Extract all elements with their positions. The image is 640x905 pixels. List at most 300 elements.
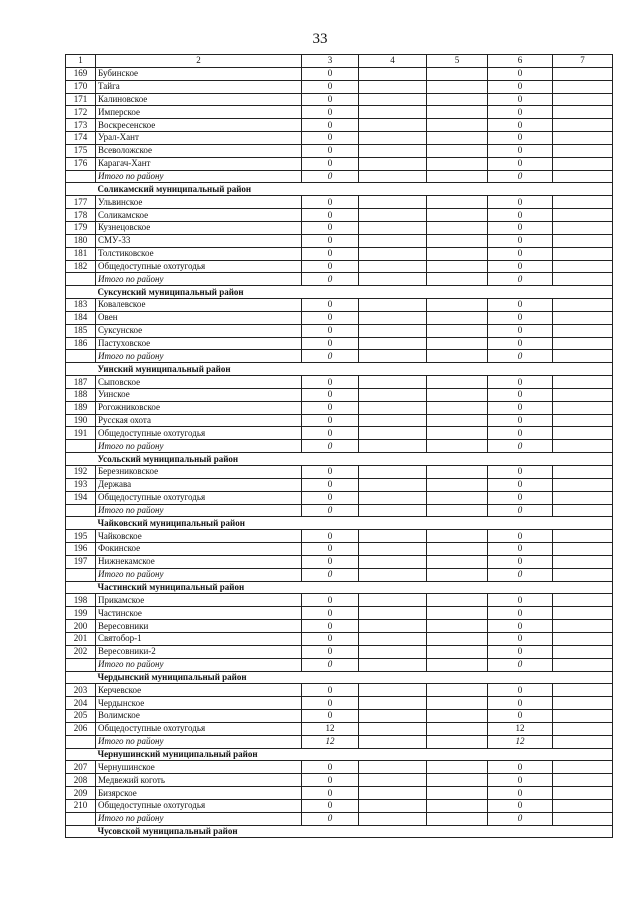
- value-cell-c4: [359, 299, 427, 312]
- value-cell-c7: [553, 132, 613, 145]
- table-row: [66, 620, 613, 633]
- value-cell-c4: [359, 196, 427, 209]
- area-name: Итого по району: [96, 273, 302, 286]
- row-number: 175: [66, 144, 96, 157]
- table-row: [66, 337, 613, 350]
- value-cell-c4: [359, 761, 427, 774]
- row-number: 192: [66, 466, 96, 479]
- value-cell-c4: [359, 260, 427, 273]
- value-cell-c7: [553, 119, 613, 132]
- value-cell-c3: 0: [302, 684, 359, 697]
- area-name: Итого по району: [96, 350, 302, 363]
- value-cell-c4: [359, 427, 427, 440]
- value-cell-c4: [359, 247, 427, 260]
- value-cell-c5: [427, 799, 488, 812]
- value-cell-c4: [359, 234, 427, 247]
- row-number: 184: [66, 311, 96, 324]
- page-number: 33: [312, 31, 328, 47]
- value-cell-c4: [359, 568, 427, 581]
- table-row: [66, 697, 613, 710]
- value-cell-c7: [553, 234, 613, 247]
- table-row: [66, 234, 613, 247]
- area-name: Пастуховское: [96, 337, 302, 350]
- value-cell-c4: [359, 787, 427, 800]
- area-name: Всеволожское: [96, 144, 302, 157]
- value-cell-c5: [427, 196, 488, 209]
- value-cell-c6: 12: [488, 735, 553, 748]
- row-number: 204: [66, 697, 96, 710]
- value-cell-c6: 0: [488, 350, 553, 363]
- table-row: [66, 93, 613, 106]
- value-cell-c4: [359, 710, 427, 723]
- table-row: [66, 196, 613, 209]
- value-cell-c7: [553, 144, 613, 157]
- area-name: Ковалевское: [96, 299, 302, 312]
- table-row: [66, 324, 613, 337]
- district-name: Соликамский муниципальный район: [96, 183, 613, 196]
- area-name: Общедоступные охотугодья: [96, 427, 302, 440]
- value-cell-c4: [359, 221, 427, 234]
- value-cell-c4: [359, 311, 427, 324]
- value-cell-c7: [553, 761, 613, 774]
- area-name: Русская охота: [96, 414, 302, 427]
- value-cell-c3: 0: [302, 466, 359, 479]
- value-cell-c5: [427, 157, 488, 170]
- value-cell-c6: 0: [488, 658, 553, 671]
- area-name: Соликамское: [96, 209, 302, 222]
- value-cell-c5: [427, 247, 488, 260]
- table-row: [66, 774, 613, 787]
- value-cell-c5: [427, 543, 488, 556]
- district-spacer: [66, 748, 96, 761]
- row-number: 199: [66, 607, 96, 620]
- value-cell-c3: 0: [302, 144, 359, 157]
- value-cell-c3: 0: [302, 80, 359, 93]
- value-cell-c5: [427, 440, 488, 453]
- column-header: 6: [488, 55, 553, 68]
- table-header-row: [66, 55, 613, 68]
- row-number: 172: [66, 106, 96, 119]
- row-number: 208: [66, 774, 96, 787]
- value-cell-c3: 0: [302, 401, 359, 414]
- value-cell-c6: 0: [488, 247, 553, 260]
- value-cell-c5: [427, 620, 488, 633]
- value-cell-c4: [359, 350, 427, 363]
- area-name: Итого по району: [96, 735, 302, 748]
- table-row: [66, 388, 613, 401]
- table-row: [66, 376, 613, 389]
- value-cell-c7: [553, 209, 613, 222]
- value-cell-c5: [427, 735, 488, 748]
- value-cell-c4: [359, 337, 427, 350]
- area-name: Березниковское: [96, 466, 302, 479]
- value-cell-c7: [553, 543, 613, 556]
- value-cell-c7: [553, 260, 613, 273]
- value-cell-c7: [553, 170, 613, 183]
- value-cell-c3: 0: [302, 632, 359, 645]
- district-name: Чайковский муниципальный район: [96, 517, 613, 530]
- value-cell-c6: 0: [488, 209, 553, 222]
- table-row: [66, 80, 613, 93]
- value-cell-c3: 0: [302, 221, 359, 234]
- value-cell-c3: 0: [302, 555, 359, 568]
- district-name: Чернушинский муниципальный район: [96, 748, 613, 761]
- value-cell-c7: [553, 735, 613, 748]
- value-cell-c4: [359, 607, 427, 620]
- row-number: 191: [66, 427, 96, 440]
- area-name: Урал-Хант: [96, 132, 302, 145]
- value-cell-c6: 0: [488, 106, 553, 119]
- value-cell-c7: [553, 221, 613, 234]
- table-row: [66, 710, 613, 723]
- table-row: [66, 555, 613, 568]
- value-cell-c6: 0: [488, 543, 553, 556]
- district-spacer: [66, 825, 96, 838]
- row-number: 181: [66, 247, 96, 260]
- value-cell-c5: [427, 530, 488, 543]
- value-cell-c6: 0: [488, 93, 553, 106]
- district-spacer: [66, 671, 96, 684]
- value-cell-c3: 0: [302, 119, 359, 132]
- value-cell-c3: 0: [302, 774, 359, 787]
- value-cell-c7: [553, 504, 613, 517]
- row-number: 202: [66, 645, 96, 658]
- value-cell-c4: [359, 799, 427, 812]
- value-cell-c4: [359, 106, 427, 119]
- value-cell-c7: [553, 80, 613, 93]
- row-number: 187: [66, 376, 96, 389]
- value-cell-c7: [553, 247, 613, 260]
- value-cell-c7: [553, 697, 613, 710]
- value-cell-c3: 0: [302, 260, 359, 273]
- value-cell-c3: 0: [302, 157, 359, 170]
- value-cell-c5: [427, 170, 488, 183]
- value-cell-c5: [427, 787, 488, 800]
- value-cell-c3: 0: [302, 196, 359, 209]
- district-total-row: [66, 568, 613, 581]
- row-number: 207: [66, 761, 96, 774]
- area-name: Держава: [96, 478, 302, 491]
- value-cell-c4: [359, 620, 427, 633]
- value-cell-c7: [553, 440, 613, 453]
- value-cell-c4: [359, 812, 427, 825]
- value-cell-c3: 0: [302, 234, 359, 247]
- district-name: Частинский муниципальный район: [96, 581, 613, 594]
- value-cell-c6: 0: [488, 170, 553, 183]
- value-cell-c7: [553, 157, 613, 170]
- value-cell-c3: 0: [302, 761, 359, 774]
- value-cell-c3: 0: [302, 414, 359, 427]
- value-cell-c3: 0: [302, 388, 359, 401]
- table-row: [66, 645, 613, 658]
- value-cell-c5: [427, 324, 488, 337]
- value-cell-c5: [427, 299, 488, 312]
- table-row: [66, 132, 613, 145]
- row-number: 179: [66, 221, 96, 234]
- value-cell-c3: 0: [302, 812, 359, 825]
- area-name: Чайковское: [96, 530, 302, 543]
- row-number: 171: [66, 93, 96, 106]
- row-number: 210: [66, 799, 96, 812]
- value-cell-c4: [359, 504, 427, 517]
- value-cell-c6: 0: [488, 607, 553, 620]
- value-cell-c3: 0: [302, 594, 359, 607]
- value-cell-c3: 0: [302, 504, 359, 517]
- value-cell-c3: 0: [302, 491, 359, 504]
- area-name: Общедоступные охотугодья: [96, 260, 302, 273]
- value-cell-c4: [359, 157, 427, 170]
- table-row: [66, 530, 613, 543]
- value-cell-c3: 0: [302, 530, 359, 543]
- area-name: Керчевское: [96, 684, 302, 697]
- area-name: Вересовники: [96, 620, 302, 633]
- area-name: Итого по району: [96, 440, 302, 453]
- area-name: Тайга: [96, 80, 302, 93]
- table-row: [66, 761, 613, 774]
- value-cell-c3: 0: [302, 170, 359, 183]
- table-row: [66, 311, 613, 324]
- value-cell-c6: 0: [488, 466, 553, 479]
- value-cell-c5: [427, 144, 488, 157]
- row-number: [66, 170, 96, 183]
- row-number: 194: [66, 491, 96, 504]
- value-cell-c7: [553, 530, 613, 543]
- value-cell-c5: [427, 812, 488, 825]
- value-cell-c5: [427, 401, 488, 414]
- value-cell-c6: 0: [488, 504, 553, 517]
- value-cell-c6: 0: [488, 620, 553, 633]
- row-number: 169: [66, 67, 96, 80]
- row-number: 197: [66, 555, 96, 568]
- value-cell-c7: [553, 620, 613, 633]
- value-cell-c6: 0: [488, 427, 553, 440]
- value-cell-c7: [553, 196, 613, 209]
- row-number: 206: [66, 722, 96, 735]
- district-name: Уинский муниципальный район: [96, 363, 613, 376]
- value-cell-c5: [427, 710, 488, 723]
- value-cell-c3: 0: [302, 209, 359, 222]
- table-row: [66, 594, 613, 607]
- district-header-row: [66, 825, 613, 838]
- row-number: 180: [66, 234, 96, 247]
- district-spacer: [66, 183, 96, 196]
- district-header-row: [66, 671, 613, 684]
- table-row: [66, 209, 613, 222]
- area-name: Медвежий коготь: [96, 774, 302, 787]
- column-header: 5: [427, 55, 488, 68]
- value-cell-c7: [553, 388, 613, 401]
- district-spacer: [66, 363, 96, 376]
- value-cell-c7: [553, 787, 613, 800]
- area-name: Чердынское: [96, 697, 302, 710]
- value-cell-c5: [427, 491, 488, 504]
- value-cell-c3: 0: [302, 376, 359, 389]
- column-header: 3: [302, 55, 359, 68]
- value-cell-c4: [359, 273, 427, 286]
- value-cell-c5: [427, 388, 488, 401]
- value-cell-c3: 12: [302, 722, 359, 735]
- value-cell-c6: 0: [488, 324, 553, 337]
- area-name: Частинское: [96, 607, 302, 620]
- area-name: Общедоступные охотугодья: [96, 799, 302, 812]
- row-number: 174: [66, 132, 96, 145]
- value-cell-c7: [553, 491, 613, 504]
- value-cell-c4: [359, 645, 427, 658]
- value-cell-c5: [427, 209, 488, 222]
- district-header-row: [66, 286, 613, 299]
- value-cell-c3: 0: [302, 710, 359, 723]
- area-name: Уинское: [96, 388, 302, 401]
- table-row: [66, 466, 613, 479]
- value-cell-c3: 0: [302, 247, 359, 260]
- value-cell-c6: 0: [488, 632, 553, 645]
- value-cell-c6: 0: [488, 299, 553, 312]
- value-cell-c5: [427, 221, 488, 234]
- value-cell-c5: [427, 119, 488, 132]
- value-cell-c4: [359, 414, 427, 427]
- row-number: 176: [66, 157, 96, 170]
- value-cell-c6: 0: [488, 221, 553, 234]
- row-number: 185: [66, 324, 96, 337]
- value-cell-c3: 0: [302, 645, 359, 658]
- value-cell-c7: [553, 427, 613, 440]
- row-number: [66, 504, 96, 517]
- value-cell-c7: [553, 337, 613, 350]
- value-cell-c7: [553, 401, 613, 414]
- row-number: 170: [66, 80, 96, 93]
- table-row: [66, 414, 613, 427]
- area-name: Итого по району: [96, 568, 302, 581]
- data-table: [65, 54, 613, 838]
- row-number: 198: [66, 594, 96, 607]
- row-number: [66, 568, 96, 581]
- value-cell-c7: [553, 324, 613, 337]
- value-cell-c3: 0: [302, 799, 359, 812]
- value-cell-c4: [359, 491, 427, 504]
- row-number: [66, 812, 96, 825]
- value-cell-c4: [359, 144, 427, 157]
- area-name: Кузнецовское: [96, 221, 302, 234]
- district-name: Чусовской муниципальный район: [96, 825, 613, 838]
- row-number: 205: [66, 710, 96, 723]
- column-header: 4: [359, 55, 427, 68]
- value-cell-c4: [359, 401, 427, 414]
- value-cell-c6: 0: [488, 440, 553, 453]
- value-cell-c4: [359, 466, 427, 479]
- district-spacer: [66, 453, 96, 466]
- value-cell-c5: [427, 67, 488, 80]
- column-header: 2: [96, 55, 302, 68]
- value-cell-c5: [427, 80, 488, 93]
- table-row: [66, 478, 613, 491]
- area-name: Итого по району: [96, 170, 302, 183]
- district-spacer: [66, 286, 96, 299]
- table-row: [66, 491, 613, 504]
- value-cell-c4: [359, 80, 427, 93]
- table-row: [66, 67, 613, 80]
- area-name: Сыповское: [96, 376, 302, 389]
- district-total-row: [66, 658, 613, 671]
- district-total-row: [66, 170, 613, 183]
- value-cell-c4: [359, 774, 427, 787]
- value-cell-c6: 0: [488, 311, 553, 324]
- value-cell-c6: 0: [488, 119, 553, 132]
- value-cell-c6: 0: [488, 401, 553, 414]
- value-cell-c4: [359, 658, 427, 671]
- value-cell-c5: [427, 260, 488, 273]
- value-cell-c3: 0: [302, 132, 359, 145]
- table-row: [66, 401, 613, 414]
- value-cell-c3: 0: [302, 106, 359, 119]
- district-header-row: [66, 363, 613, 376]
- value-cell-c7: [553, 568, 613, 581]
- value-cell-c7: [553, 799, 613, 812]
- value-cell-c7: [553, 478, 613, 491]
- area-name: Толстиковское: [96, 247, 302, 260]
- value-cell-c6: 0: [488, 273, 553, 286]
- value-cell-c4: [359, 209, 427, 222]
- area-name: Карагач-Хант: [96, 157, 302, 170]
- value-cell-c7: [553, 710, 613, 723]
- value-cell-c5: [427, 774, 488, 787]
- value-cell-c4: [359, 388, 427, 401]
- value-cell-c7: [553, 722, 613, 735]
- area-name: Ульвинское: [96, 196, 302, 209]
- area-name: Суксунское: [96, 324, 302, 337]
- value-cell-c7: [553, 311, 613, 324]
- value-cell-c5: [427, 414, 488, 427]
- value-cell-c5: [427, 568, 488, 581]
- row-number: [66, 273, 96, 286]
- value-cell-c6: 0: [488, 260, 553, 273]
- value-cell-c6: 0: [488, 530, 553, 543]
- value-cell-c4: [359, 440, 427, 453]
- value-cell-c6: 0: [488, 697, 553, 710]
- value-cell-c6: 0: [488, 645, 553, 658]
- table-row: [66, 260, 613, 273]
- value-cell-c6: 0: [488, 414, 553, 427]
- value-cell-c6: 0: [488, 491, 553, 504]
- row-number: 183: [66, 299, 96, 312]
- value-cell-c5: [427, 555, 488, 568]
- value-cell-c4: [359, 478, 427, 491]
- row-number: 186: [66, 337, 96, 350]
- district-name: Чердынский муниципальный район: [96, 671, 613, 684]
- value-cell-c6: 0: [488, 594, 553, 607]
- value-cell-c5: [427, 106, 488, 119]
- value-cell-c3: 0: [302, 324, 359, 337]
- district-spacer: [66, 581, 96, 594]
- table-row: [66, 684, 613, 697]
- row-number: 188: [66, 388, 96, 401]
- value-cell-c7: [553, 350, 613, 363]
- table-row: [66, 221, 613, 234]
- value-cell-c7: [553, 645, 613, 658]
- area-name: Бизярское: [96, 787, 302, 800]
- district-total-row: [66, 350, 613, 363]
- value-cell-c4: [359, 170, 427, 183]
- value-cell-c5: [427, 466, 488, 479]
- value-cell-c4: [359, 632, 427, 645]
- district-name: Усольский муниципальный район: [96, 453, 613, 466]
- value-cell-c5: [427, 697, 488, 710]
- area-name: Бубинское: [96, 67, 302, 80]
- table-row: [66, 632, 613, 645]
- table-row: [66, 607, 613, 620]
- row-number: [66, 735, 96, 748]
- row-number: 195: [66, 530, 96, 543]
- value-cell-c6: 0: [488, 196, 553, 209]
